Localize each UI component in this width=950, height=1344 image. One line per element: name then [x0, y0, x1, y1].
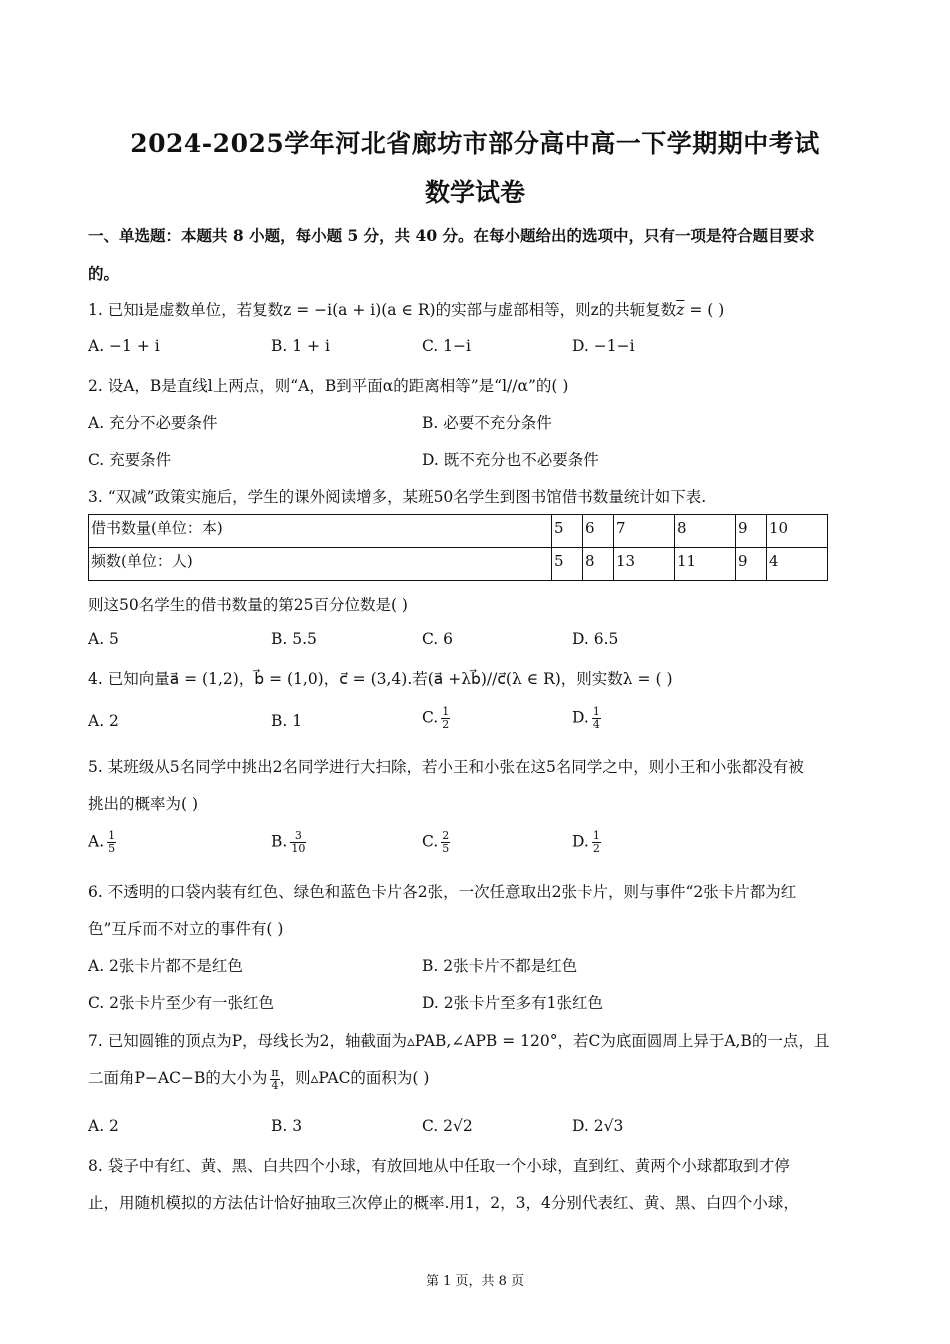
q3-option-c: C. 6 [422, 630, 454, 648]
q7-option-b: B. 3 [271, 1117, 303, 1135]
table-cell: 6 [583, 515, 614, 548]
exam-title: 2024-2025学年河北省廊坊市部分高中高一下学期期中考试 [130, 129, 820, 158]
q6-option-d: D. 2张卡片至多有1张红色 [422, 994, 603, 1012]
table-cell: 借书数量(单位：本) [89, 515, 552, 548]
fraction: $\frac{2}{5}$ [442, 829, 450, 855]
q2-option-d: D. 既不充分也不必要条件 [422, 451, 599, 469]
fraction: $\frac{1}{4}$ [592, 705, 600, 731]
table-cell: 7 [614, 515, 675, 548]
q4-option-a: A. 2 [88, 712, 119, 730]
question-2: 2. 设A，B是直线l上两点，则“A，B到平面α的距离相等”是“l//α”的( ) [88, 377, 569, 395]
question-4: 4. 已知向量a⃗ = (1,2)，b⃗ = (1,0)，c⃗ = (3,4).若(a⃗ +λb⃗)//c⃗(λ ∈ R)，则实数λ = ( ) [88, 670, 673, 688]
table-cell: 8 [675, 515, 736, 548]
q5-option-d: D. $\frac{1}{2}$ [572, 829, 600, 855]
exam-subtitle: 数学试卷 [424, 178, 525, 207]
fraction: $\frac{3}{10}$ [291, 829, 306, 855]
question-3-followup: 则这50名学生的借书数量的第25百分位数是( ) [88, 596, 408, 614]
question-5: 5. 某班级从5名同学中挑出2名同学进行大扫除，若小王和小张在这5名同学之中，则小王和小张都没有被 [88, 758, 804, 776]
table-cell: 5 [552, 548, 583, 581]
table-cell: 10 [767, 515, 828, 548]
table-row [89, 548, 828, 581]
q1-option-c: C. 1−i [422, 337, 471, 355]
section-heading-cont: 的。 [88, 264, 120, 283]
q4-option-b: B. 1 [271, 712, 303, 730]
q5-option-a: A. $\frac{1}{5}$ [88, 829, 116, 855]
page-footer: 第 1 页，共 8 页 [425, 1274, 525, 1289]
table-row [89, 515, 828, 548]
q2-option-c: C. 充要条件 [88, 451, 172, 469]
section-heading: 一、单选题：本题共 8 小题，每小题 5 分，共 40 分。在每小题给出的选项中，只有一项是符合题目要求 [88, 226, 815, 245]
q1-option-a: A. −1 + i [88, 337, 160, 355]
question-1-stem: 1. 已知i是虚数单位，若复数z = −i(a + i)(a ∈ R)的实部与虚部相等，则z的共轭复数 [88, 301, 677, 319]
q6-option-b: B. 2张卡片不都是红色 [422, 957, 578, 975]
question-5-cont: 挑出的概率为( ) [88, 795, 199, 813]
question-8: 8. 袋子中有红、黄、黑、白共四个小球，有放回地从中任取一个小球，直到红、黄两个小球都取到才停 [88, 1157, 790, 1175]
table-cell: 9 [736, 515, 767, 548]
q4-option-c-label: C. [422, 708, 439, 727]
q6-option-c: C. 2张卡片至少有一张红色 [88, 994, 275, 1012]
q1-option-d: D. −1−i [572, 337, 635, 355]
table-cell: 13 [614, 548, 675, 581]
question-8-cont: 止，用随机模拟的方法估计恰好抽取三次停止的概率.用1，2，3，4分别代表红、黄、黑、白四个小球， [88, 1194, 799, 1212]
q7-option-c: C. 2√2 [422, 1117, 473, 1135]
q6-option-a: A. 2张卡片都不是红色 [88, 957, 243, 975]
q2-option-a: A. 充分不必要条件 [88, 414, 218, 432]
question-7: 7. 已知圆锥的顶点为P，母线长为2，轴截面为▵PAB,∠APB = 120°，若C为底面圆周上异于A,B的一点，且 [88, 1032, 830, 1050]
fraction: $\frac{1}{2}$ [442, 705, 450, 731]
table-cell: 8 [583, 548, 614, 581]
book-count-table [88, 514, 828, 581]
question-1 [88, 298, 724, 320]
fraction: $\frac{1}{2}$ [592, 829, 600, 855]
fraction: $\frac{\pi}{4}$ [271, 1065, 279, 1092]
q3-option-a: A. 5 [88, 630, 119, 648]
table-cell: 11 [675, 548, 736, 581]
table-cell: 5 [552, 515, 583, 548]
q1-option-b: B. 1 + i [271, 337, 330, 355]
question-6: 6. 不透明的口袋内装有红色、绿色和蓝色卡片各2张，一次任意取出2张卡片，则与事件“2张卡片都为红 [88, 883, 797, 901]
q7-option-d: D. 2√3 [572, 1117, 624, 1135]
q3-option-d: D. 6.5 [572, 630, 619, 648]
table-cell: 9 [736, 548, 767, 581]
q4-option-d [572, 706, 601, 731]
question-7-cont: 二面角P−AC−B的大小为 $\frac{\pi}{4}$ ，则▵PAC的面积为( ) [88, 1065, 430, 1092]
table-cell: 4 [767, 548, 828, 581]
question-6-cont: 色”互斥而不对立的事件有( ) [88, 920, 284, 938]
q4-option-c [422, 706, 450, 731]
q5-option-b: B. $\frac{3}{10}$ [271, 829, 306, 855]
q3-option-b: B. 5.5 [271, 630, 317, 648]
question-1-tail: = ( ) [684, 301, 725, 319]
q7-option-a: A. 2 [88, 1117, 119, 1135]
q2-option-b: B. 必要不充分条件 [422, 414, 552, 432]
fraction: $\frac{1}{5}$ [108, 829, 116, 855]
conjugate-z: $\overline{z}$ [676, 301, 685, 319]
question-3: 3. “双减”政策实施后，学生的课外阅读增多，某班50名学生到图书馆借书数量统计如下表. [88, 488, 707, 506]
table-cell: 频数(单位：人) [89, 548, 552, 581]
q4-option-d-label: D. [572, 708, 589, 727]
q5-option-c: C. $\frac{2}{5}$ [422, 829, 450, 855]
